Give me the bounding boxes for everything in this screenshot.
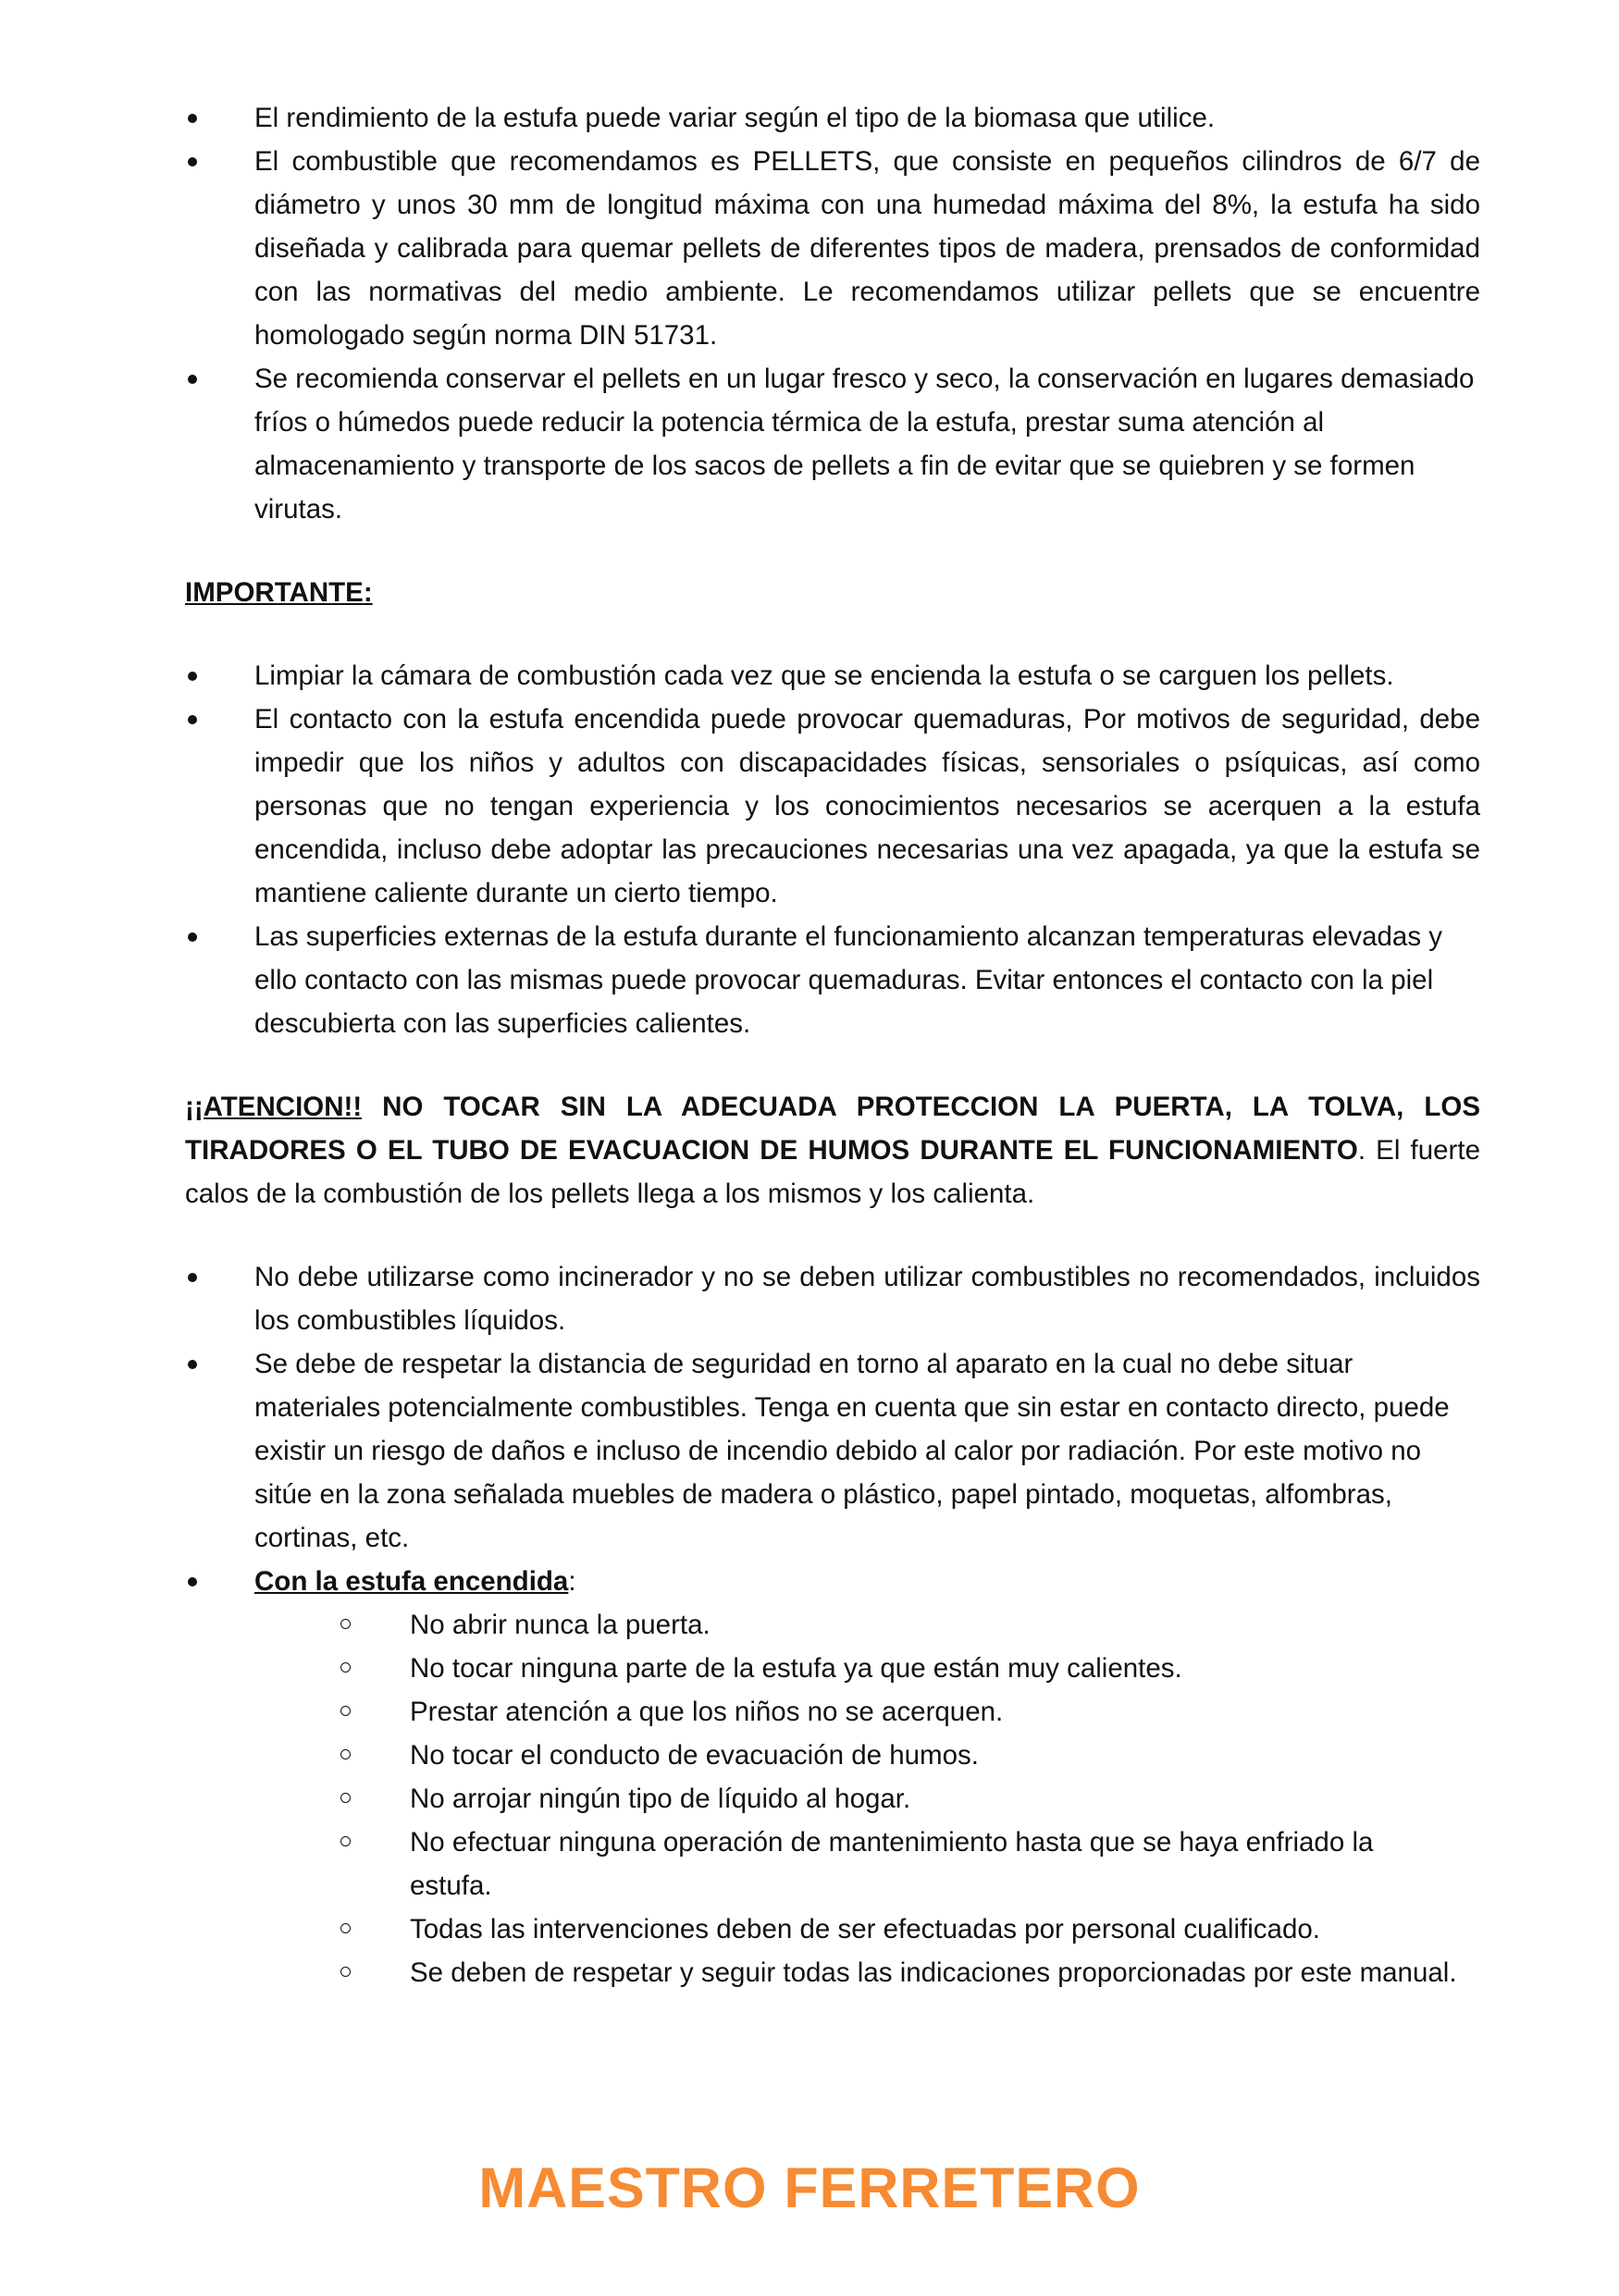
sub-list-item: No efectuar ninguna operación de mantenimiento hasta que se haya enfriado la estufa.: [340, 1821, 1480, 1907]
sub-list-item: Prestar atención a que los niños no se acerquen.: [340, 1690, 1480, 1734]
warning-caps-text: NO TOCAR SIN LA ADECUADA PROTECCION LA PUERTA, LA TOLVA, LOS TIRADORES O EL TUBO DE EVACUACION DE HUMOS DURANTE EL FUNCIONAMIENTO: [185, 1092, 1480, 1166]
lit-stove-colon: :: [568, 1566, 576, 1597]
list-item: Se debe de respetar la distancia de seguridad en torno al aparato en la cual no debe situar materiales potencialmente combustibles. Tenga en cuenta que sin estar en contacto directo, puede existir un riesgo de daños e incluso de incendio debido al calor por radiación. Por este motivo no sitúe en la zona señalada muebles de madera o plástico, papel pintado, moquetas, alfombras, cortinas, etc.: [185, 1342, 1480, 1560]
list-item-lit-stove: [185, 1560, 1480, 1994]
document-page: [185, 96, 1480, 1994]
list-item: El rendimiento de la estufa puede variar según el tipo de la biomasa que utilice.: [185, 96, 1480, 140]
list-item: Se recomienda conservar el pellets en un lugar fresco y seco, la conservación en lugares demasiado fríos o húmedos puede reducir la potencia térmica de la estufa, prestar suma atención al almacenamiento y transporte de los sacos de pellets a fin de evitar que se quiebren y se formen virutas.: [185, 357, 1480, 531]
important-colon: :: [363, 577, 373, 608]
important-title: IMPORTANTE: [185, 577, 364, 608]
lit-stove-title: Con la estufa encendida: [254, 1566, 569, 1597]
sub-list-item: Todas las intervenciones deben de ser efectuadas por personal cualificado.: [340, 1907, 1480, 1951]
bullet-list-top: [185, 96, 1480, 531]
sub-list-item: No abrir nunca la puerta.: [340, 1603, 1480, 1647]
list-item: No debe utilizarse como incinerador y no se deben utilizar combustibles no recomendados, incluidos los combustibles líquidos.: [185, 1255, 1480, 1342]
warning-paragraph: [185, 1085, 1480, 1216]
sub-list-item: Se deben de respetar y seguir todas las indicaciones proporcionadas por este manual.: [340, 1951, 1480, 1994]
sub-list-item: No arrojar ningún tipo de líquido al hogar.: [340, 1777, 1480, 1821]
list-item: Limpiar la cámara de combustión cada vez que se encienda la estufa o se carguen los pellets.: [185, 654, 1480, 697]
bullet-list-important: [185, 654, 1480, 1045]
footer-brand-logo: MAESTRO FERRETERO: [478, 2156, 1141, 2219]
warning-rest-text: . El fuerte calos de la combustión de los pellets llega a los mismos y los calienta.: [185, 1135, 1480, 1209]
warning-label: ¡¡ATENCION!!: [185, 1092, 363, 1122]
list-item: Las superficies externas de la estufa durante el funcionamiento alcanzan temperaturas elevadas y ello contacto con las mismas puede provocar quemaduras. Evitar entonces el contacto con la piel descubierta con las superficies calientes.: [185, 915, 1480, 1045]
list-item: El contacto con la estufa encendida puede provocar quemaduras, Por motivos de seguridad, debe impedir que los niños y adultos con discapacidades físicas, sensoriales o psíquicas, así como personas que no tengan experiencia y los conocimientos necesarios se acerquen a la estufa encendida, incluso debe adoptar las precauciones necesarias una vez apagada, ya que la estufa se mantiene caliente durante un cierto tiempo.: [185, 697, 1480, 915]
lit-stove-sublist: [340, 1603, 1480, 1994]
sub-list-item: No tocar ninguna parte de la estufa ya que están muy calientes.: [340, 1647, 1480, 1690]
sub-list-item: No tocar el conducto de evacuación de humos.: [340, 1734, 1480, 1777]
list-item: El combustible que recomendamos es PELLETS, que consiste en pequeños cilindros de 6/7 de diámetro y unos 30 mm de longitud máxima con una humedad máxima del 8%, la estufa ha sido diseñada y calibrada para quemar pellets de diferentes tipos de madera, prensados de conformidad con las normativas del medio ambiente. Le recomendamos utilizar pellets que se encuentre homologado según norma DIN 51731.: [185, 140, 1480, 357]
important-heading: [185, 571, 1480, 614]
bullet-list-bottom: [185, 1255, 1480, 1994]
